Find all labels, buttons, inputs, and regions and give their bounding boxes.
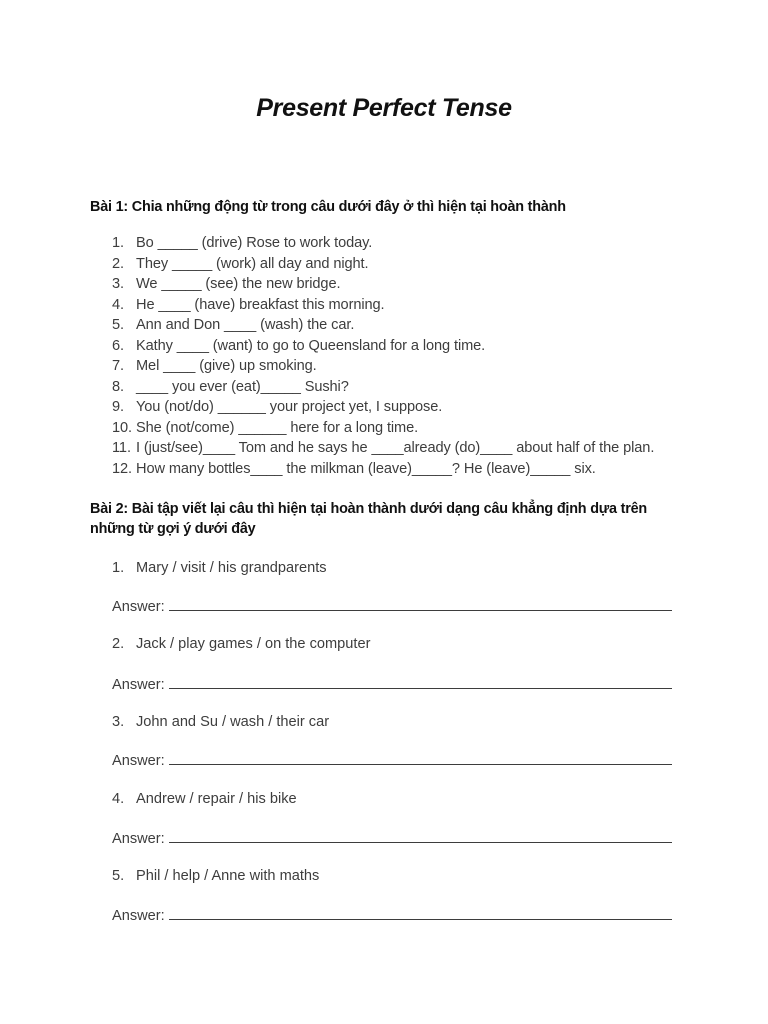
prompt-text: Jack / play games / on the computer <box>136 636 371 652</box>
prompt-text: John and Su / wash / their car <box>136 714 330 730</box>
item-number: 4. <box>112 791 125 807</box>
item-text: We _____ (see) the new bridge. <box>136 276 341 292</box>
list-item <box>112 459 654 480</box>
list-item <box>112 356 654 377</box>
item-number: 2. <box>112 636 125 652</box>
item-text: Ann and Don ____ (wash) the car. <box>136 317 355 333</box>
answer-row <box>112 596 672 617</box>
list-item <box>112 274 654 295</box>
item-number: 11. <box>112 440 131 456</box>
answer-line[interactable] <box>169 828 672 843</box>
item-number: 10. <box>112 419 132 436</box>
item-number: 3. <box>112 276 124 292</box>
list-item <box>112 315 654 336</box>
list-item <box>112 418 654 439</box>
answer-line[interactable] <box>169 674 672 689</box>
answer-label: Answer: <box>112 908 165 924</box>
answer-row <box>112 674 672 695</box>
answer-row <box>112 750 672 771</box>
item-number: 5. <box>112 868 125 884</box>
item-number: 9. <box>112 399 124 415</box>
item-text: ____ you ever (eat)_____ Sushi? <box>136 378 349 395</box>
item-number: 7. <box>112 358 124 374</box>
prompt-text: Mary / visit / his grandparents <box>136 560 327 576</box>
item-number: 8. <box>112 378 124 395</box>
list-item <box>112 254 654 275</box>
prompt-text: Andrew / repair / his bike <box>136 791 297 807</box>
item-number: 6. <box>112 337 124 354</box>
answer-line[interactable] <box>169 596 672 611</box>
exercise-2-prompt <box>112 789 297 809</box>
item-text: She (not/come) ______ here for a long time. <box>136 419 419 436</box>
list-item <box>112 377 654 398</box>
list-item <box>112 233 654 254</box>
answer-line[interactable] <box>169 750 672 765</box>
prompt-text: Phil / help / Anne with maths <box>136 868 320 884</box>
answer-label: Answer: <box>112 599 165 615</box>
item-number: 2. <box>112 255 124 272</box>
list-item <box>112 397 654 418</box>
answer-line[interactable] <box>169 905 672 920</box>
item-number: 3. <box>112 714 125 730</box>
exercise-2-prompt <box>112 712 329 732</box>
item-text: You (not/do) ______ your project yet, I suppose. <box>136 399 443 415</box>
item-text: I (just/see)____ Tom and he says he ____already (do)____ about half of the plan. <box>136 440 655 456</box>
list-item <box>112 295 654 316</box>
item-text: How many bottles____ the milkman (leave)_____? He (leave)_____ six. <box>136 460 596 477</box>
page-title: Present Perfect Tense <box>256 94 512 122</box>
item-number: 1. <box>112 560 125 576</box>
answer-label: Answer: <box>112 831 165 847</box>
exercise-2-prompt <box>112 866 319 886</box>
item-text: Mel ____ (give) up smoking. <box>136 358 317 374</box>
answer-row <box>112 905 672 926</box>
answer-label: Answer: <box>112 677 165 693</box>
exercise-2-prompt <box>112 558 327 578</box>
item-text: Bo _____ (drive) Rose to work today. <box>136 235 373 251</box>
item-text: He ____ (have) breakfast this morning. <box>136 296 385 313</box>
item-text: They _____ (work) all day and night. <box>136 255 369 272</box>
item-number: 4. <box>112 296 124 313</box>
list-item <box>112 336 654 357</box>
item-number: 1. <box>112 235 124 251</box>
exercise-2-prompt <box>112 634 370 654</box>
exercise-1-list <box>112 233 654 479</box>
item-number: 12. <box>112 460 132 477</box>
exercise-2-heading: Bài 2: Bài tập viết lại câu thì hiện tại hoàn thành dưới dạng câu khẳng định dựa trên những từ gợi ý dưới đây <box>90 501 647 537</box>
exercise-1-heading: Bài 1: Chia những động từ trong câu dưới đây ở thì hiện tại hoàn thành <box>90 199 566 215</box>
answer-label: Answer: <box>112 753 165 769</box>
answer-row <box>112 828 672 849</box>
item-number: 5. <box>112 317 124 333</box>
item-text: Kathy ____ (want) to go to Queensland for a long time. <box>136 337 486 354</box>
list-item <box>112 438 654 459</box>
